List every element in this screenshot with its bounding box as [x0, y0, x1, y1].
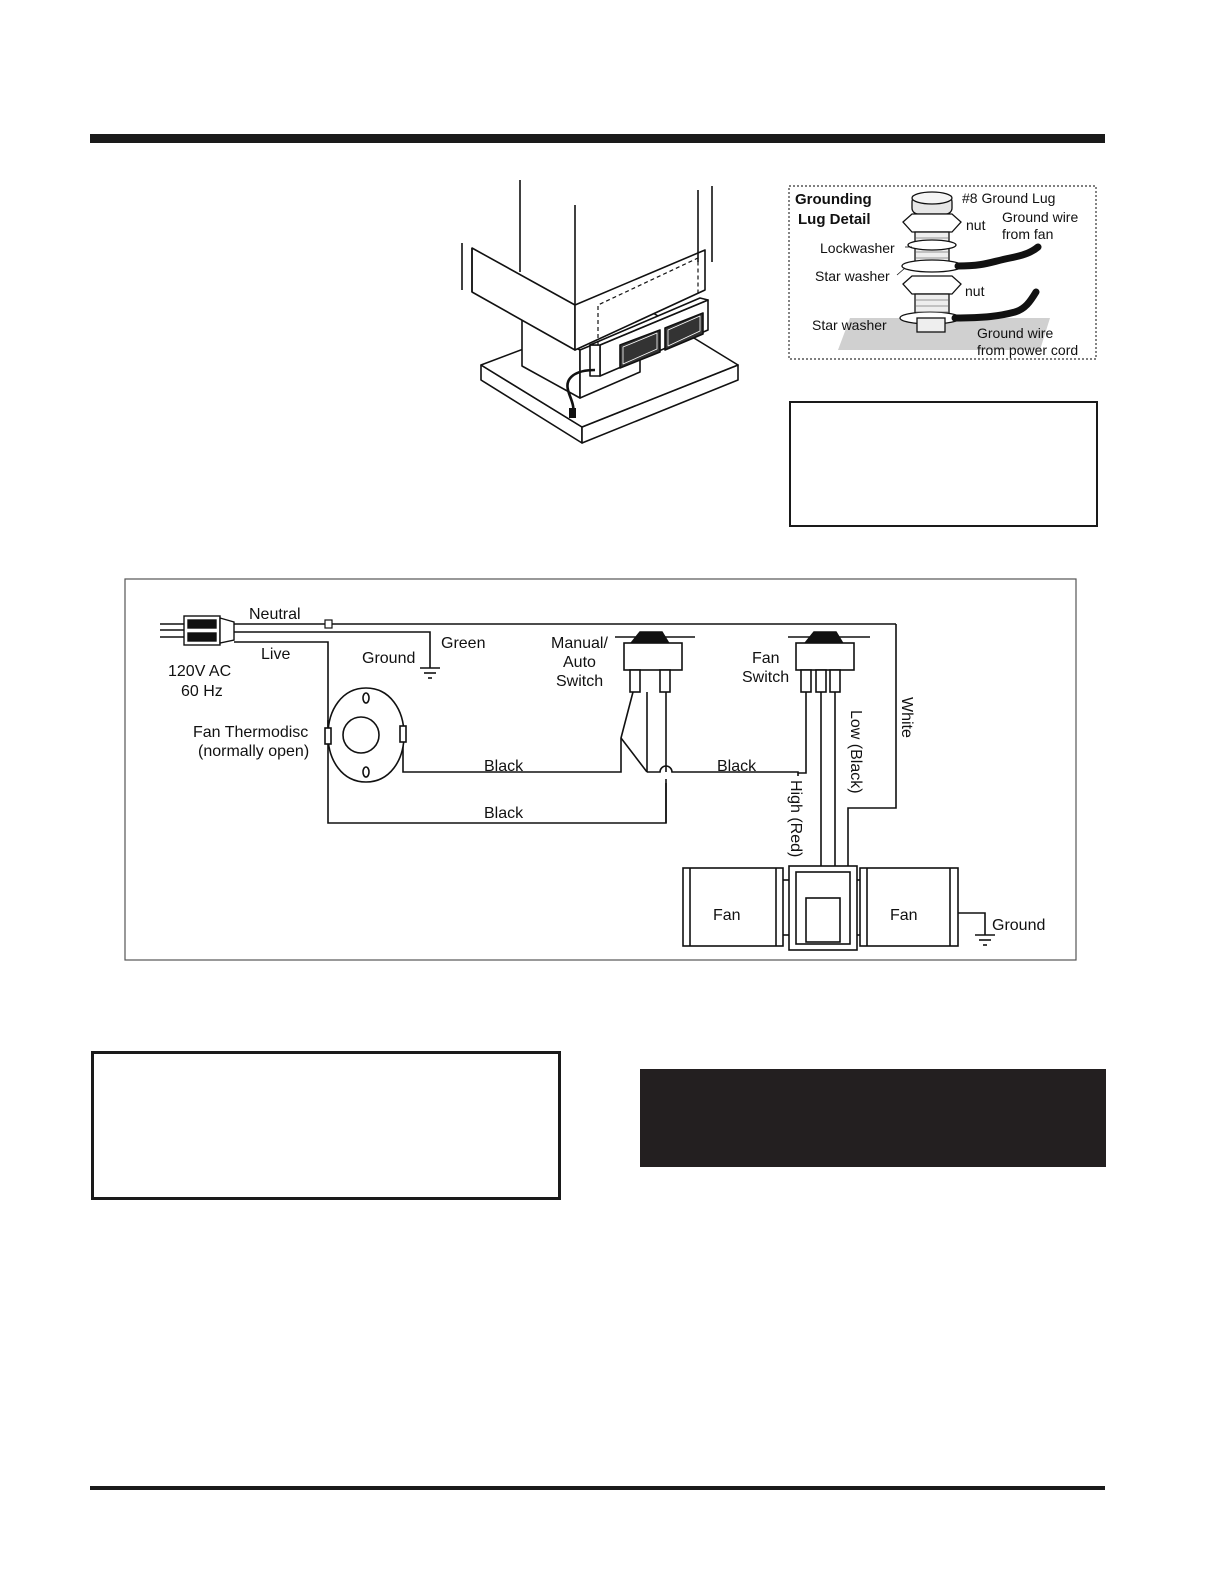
grounding-lug-detail: [785, 182, 1100, 364]
low-speed-label: Low (Black): [847, 710, 864, 794]
frequency-label: 60 Hz: [181, 683, 223, 700]
manual-switch-label-3: Switch: [556, 673, 604, 690]
ground-wire-fan-label-2: from fan: [1002, 226, 1054, 242]
note-box-bottom-left: [91, 1051, 561, 1200]
neutral-label: Neutral: [249, 606, 301, 623]
manual-switch-label: Manual/: [551, 635, 608, 652]
ground-wire-fan-label: Ground wire: [1002, 209, 1079, 225]
thermodisc-label-2: (normally open): [198, 743, 310, 760]
header-rule: [90, 134, 1105, 143]
lug-detail-title: Grounding: [795, 191, 872, 208]
ground-wire-cord-label-2: from power cord: [977, 342, 1079, 358]
footer-rule: [90, 1486, 1105, 1490]
fan-right-label: Fan: [890, 907, 918, 924]
black-wire-label-3: Black: [484, 805, 524, 822]
fan-left-label: Fan: [713, 907, 741, 924]
high-speed-label: High (Red): [787, 780, 804, 858]
black-wire-label-2: Black: [717, 758, 757, 775]
wiring-diagram: [123, 577, 1079, 963]
black-wire-label-1: Black: [484, 758, 524, 775]
manual-switch-label-2: Auto: [563, 654, 596, 671]
nut-top-label: nut: [966, 217, 986, 233]
fan-switch-label-2: Switch: [742, 669, 790, 686]
green-label: Green: [441, 635, 486, 652]
fan-thermodisc-icon: [325, 688, 406, 782]
warning-box-dark: [640, 1069, 1106, 1167]
fan-switch-label: Fan: [752, 650, 780, 667]
star-washer-top-icon: [902, 260, 962, 272]
bottom-nut-icon: [903, 276, 961, 294]
ground-wire-cord-label: Ground wire: [977, 325, 1054, 341]
live-label: Live: [261, 646, 291, 663]
lockwasher-icon: [908, 240, 956, 250]
lug-detail-subtitle: Lug Detail: [798, 211, 871, 228]
white-wire-label: White: [898, 697, 915, 738]
stove-fan-illustration: [455, 180, 745, 450]
nut-bottom-label: nut: [965, 283, 985, 299]
voltage-label: 120V AC: [168, 663, 232, 680]
fan-ground-label: Ground: [992, 917, 1046, 934]
star-washer-bottom-label: Star washer: [812, 317, 887, 333]
thermodisc-label: Fan Thermodisc: [193, 724, 309, 741]
lockwasher-label: Lockwasher: [820, 240, 895, 256]
top-nut-icon: [903, 214, 961, 232]
fan-motor-icon: [783, 866, 862, 950]
ground-plug-label: Ground: [362, 650, 416, 667]
ground-lug-label: #8 Ground Lug: [962, 190, 1056, 206]
note-box-top-right: [789, 401, 1098, 527]
star-washer-top-label: Star washer: [815, 268, 890, 284]
